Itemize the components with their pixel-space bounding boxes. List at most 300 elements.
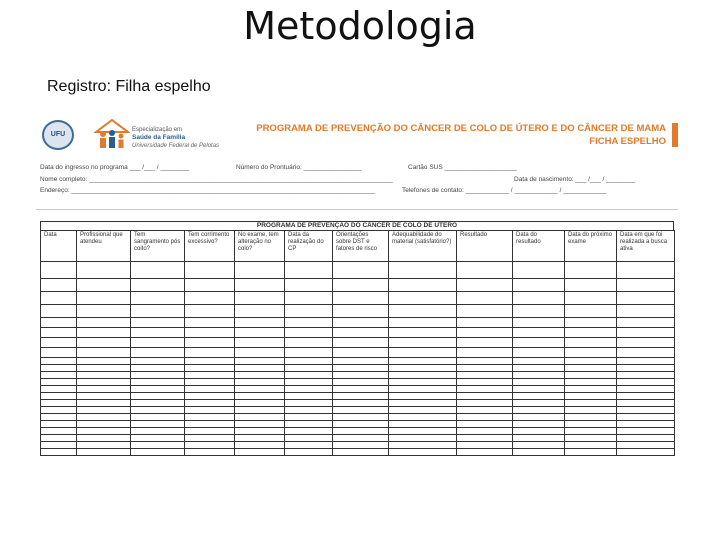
table-cell[interactable] [185, 279, 235, 292]
table-cell[interactable] [285, 305, 333, 318]
table-cell[interactable] [617, 365, 675, 372]
table-cell[interactable] [457, 379, 513, 386]
slide-title: Metodologia [243, 4, 477, 48]
table-cell[interactable] [77, 414, 131, 421]
table-cell[interactable] [617, 442, 675, 449]
table-cell[interactable] [131, 279, 185, 292]
table-row [41, 372, 675, 379]
table-cell[interactable] [389, 393, 457, 400]
table-cell[interactable] [131, 421, 185, 428]
table-cell[interactable] [41, 414, 77, 421]
table-cell[interactable] [41, 393, 77, 400]
table-cell[interactable] [389, 328, 457, 338]
table-cell[interactable] [235, 449, 285, 456]
table-cell[interactable] [285, 400, 333, 407]
table-cell[interactable] [41, 442, 77, 449]
table-cell[interactable] [333, 358, 389, 365]
table-cell[interactable] [333, 435, 389, 442]
table-cell[interactable] [285, 262, 333, 279]
table-cell[interactable] [513, 338, 565, 348]
table-cell[interactable] [285, 328, 333, 338]
table-cell[interactable] [513, 305, 565, 318]
table-cell[interactable] [389, 262, 457, 279]
table-cell[interactable] [77, 393, 131, 400]
table-cell[interactable] [77, 262, 131, 279]
table-cell[interactable] [131, 435, 185, 442]
table-cell[interactable] [285, 292, 333, 305]
table-cell[interactable] [513, 442, 565, 449]
table-cell[interactable] [617, 305, 675, 318]
table-cell[interactable] [513, 428, 565, 435]
table-cell[interactable] [77, 318, 131, 328]
table-cell[interactable] [617, 318, 675, 328]
table-cell[interactable] [285, 379, 333, 386]
table-cell[interactable] [235, 279, 285, 292]
table-cell[interactable] [131, 400, 185, 407]
table-cell[interactable] [235, 338, 285, 348]
table-cell[interactable] [41, 407, 77, 414]
table-cell[interactable] [285, 414, 333, 421]
column-header: Orientações sobre DST e fatores de risco [333, 231, 389, 262]
table-cell[interactable] [617, 279, 675, 292]
table-cell[interactable] [457, 305, 513, 318]
table-cell[interactable] [457, 393, 513, 400]
table-cell[interactable] [131, 365, 185, 372]
table-cell[interactable] [617, 379, 675, 386]
table-cell[interactable] [77, 292, 131, 305]
table-cell[interactable] [457, 338, 513, 348]
table-cell[interactable] [513, 358, 565, 365]
table-cell[interactable] [333, 386, 389, 393]
table-cell[interactable] [185, 348, 235, 358]
table-cell[interactable] [131, 449, 185, 456]
table-cell[interactable] [565, 449, 617, 456]
table-row [41, 348, 675, 358]
table-row [41, 393, 675, 400]
table-cell[interactable] [185, 428, 235, 435]
table-cell[interactable] [457, 372, 513, 379]
table-cell[interactable] [333, 379, 389, 386]
table-cell[interactable] [333, 428, 389, 435]
table-cell[interactable] [333, 407, 389, 414]
table-cell[interactable] [235, 400, 285, 407]
table-cell[interactable] [41, 421, 77, 428]
table-row [41, 379, 675, 386]
table-cell[interactable] [185, 421, 235, 428]
table-cell[interactable] [565, 318, 617, 328]
column-header: Data da realização do CP [285, 231, 333, 262]
table-cell[interactable] [131, 386, 185, 393]
table-row [41, 386, 675, 393]
table-cell[interactable] [457, 365, 513, 372]
table-cell[interactable] [235, 305, 285, 318]
table-cell[interactable] [565, 338, 617, 348]
table-row [41, 292, 675, 305]
table-cell[interactable] [235, 318, 285, 328]
table-cell[interactable] [513, 421, 565, 428]
table-cell[interactable] [617, 428, 675, 435]
column-header: Data [41, 231, 77, 262]
table-cell[interactable] [77, 449, 131, 456]
table-cell[interactable] [41, 449, 77, 456]
table-cell[interactable] [333, 318, 389, 328]
table-cell[interactable] [235, 407, 285, 414]
table-cell[interactable] [77, 372, 131, 379]
table-cell[interactable] [513, 449, 565, 456]
table-cell[interactable] [235, 386, 285, 393]
table-cell[interactable] [77, 338, 131, 348]
table-cell[interactable] [235, 442, 285, 449]
table-cell[interactable] [389, 365, 457, 372]
table-cell[interactable] [131, 372, 185, 379]
table-cell[interactable] [131, 414, 185, 421]
table-cell[interactable] [235, 428, 285, 435]
table-cell[interactable] [131, 328, 185, 338]
table-cell[interactable] [389, 407, 457, 414]
table-cell[interactable] [235, 435, 285, 442]
table-cell[interactable] [457, 328, 513, 338]
table-cell[interactable] [389, 305, 457, 318]
table-cell[interactable] [131, 338, 185, 348]
table-cell[interactable] [333, 338, 389, 348]
table-cell[interactable] [77, 305, 131, 318]
logo-institution-line: Universidade Federal de Pelotas [132, 143, 220, 149]
table-row [41, 407, 675, 414]
table-cell[interactable] [285, 372, 333, 379]
table-cell[interactable] [513, 318, 565, 328]
table-cell[interactable] [285, 348, 333, 358]
table-cell[interactable] [565, 262, 617, 279]
column-header: Profissional que atendeu [77, 231, 131, 262]
table-cell[interactable] [41, 348, 77, 358]
table-cell[interactable] [565, 305, 617, 318]
table-cell[interactable] [513, 279, 565, 292]
table-cell[interactable] [41, 305, 77, 318]
table-cell[interactable] [185, 435, 235, 442]
table-cell[interactable] [617, 338, 675, 348]
table-cell[interactable] [457, 358, 513, 365]
table-cell[interactable] [565, 400, 617, 407]
cervical-prevention-grid [40, 221, 674, 456]
table-cell[interactable] [389, 421, 457, 428]
table-cell[interactable] [285, 421, 333, 428]
full-name-field: Nome completo: ____________________________________________________________________________________ [40, 176, 393, 183]
table-cell[interactable] [285, 386, 333, 393]
table-cell[interactable] [333, 372, 389, 379]
table-cell[interactable] [285, 279, 333, 292]
table-cell[interactable] [565, 328, 617, 338]
table-cell[interactable] [389, 318, 457, 328]
table-cell[interactable] [41, 372, 77, 379]
table-cell[interactable] [235, 348, 285, 358]
table-cell[interactable] [131, 348, 185, 358]
grid-title: PROGRAMA DE PREVENÇÃO DO CÂNCER DE COLO DE ÚTERO [40, 221, 674, 230]
table-cell[interactable] [235, 372, 285, 379]
table-cell[interactable] [131, 262, 185, 279]
table-cell[interactable] [457, 449, 513, 456]
table-cell[interactable] [457, 279, 513, 292]
table-cell[interactable] [565, 348, 617, 358]
table-cell[interactable] [389, 348, 457, 358]
table-cell[interactable] [617, 421, 675, 428]
table-cell[interactable] [617, 358, 675, 365]
table-cell[interactable] [617, 393, 675, 400]
table-cell[interactable] [185, 400, 235, 407]
table-cell[interactable] [285, 358, 333, 365]
table-cell[interactable] [131, 442, 185, 449]
table-cell[interactable] [333, 414, 389, 421]
table-cell[interactable] [389, 372, 457, 379]
table-cell[interactable] [41, 292, 77, 305]
table-cell[interactable] [131, 428, 185, 435]
table-cell[interactable] [285, 435, 333, 442]
table-cell[interactable] [77, 407, 131, 414]
table-cell[interactable] [457, 442, 513, 449]
table-cell[interactable] [513, 386, 565, 393]
birth-date-field: Data de nascimento: ___ /___ / ________ [514, 176, 636, 183]
table-cell[interactable] [389, 414, 457, 421]
table-cell[interactable] [235, 262, 285, 279]
table-cell[interactable] [185, 442, 235, 449]
table-cell[interactable] [565, 393, 617, 400]
table-cell[interactable] [235, 328, 285, 338]
column-header: Tem corrimento excessivo? [185, 231, 235, 262]
table-cell[interactable] [41, 318, 77, 328]
record-number-field: Número do Prontuário: ________________ [236, 164, 362, 171]
table-cell[interactable] [235, 393, 285, 400]
table-cell[interactable] [389, 338, 457, 348]
table-cell[interactable] [285, 338, 333, 348]
table-cell[interactable] [333, 400, 389, 407]
column-header: Data do resultado [513, 231, 565, 262]
table-cell[interactable] [565, 372, 617, 379]
table-cell[interactable] [131, 393, 185, 400]
table-cell[interactable] [285, 428, 333, 435]
table-cell[interactable] [333, 262, 389, 279]
table-cell[interactable] [565, 414, 617, 421]
program-title-block [256, 122, 666, 148]
table-cell[interactable] [41, 358, 77, 365]
table-cell[interactable] [389, 442, 457, 449]
table-cell[interactable] [457, 292, 513, 305]
table-cell[interactable] [617, 407, 675, 414]
table-cell[interactable] [389, 449, 457, 456]
table-cell[interactable] [565, 365, 617, 372]
phones-field: Telefones de contato: ____________ / ____________ / ____________ [402, 187, 607, 194]
table-cell[interactable] [41, 338, 77, 348]
table-cell[interactable] [77, 400, 131, 407]
table-cell[interactable] [389, 428, 457, 435]
table-cell[interactable] [41, 365, 77, 372]
table-cell[interactable] [235, 358, 285, 365]
table-cell[interactable] [565, 407, 617, 414]
table-cell[interactable] [235, 365, 285, 372]
table-cell[interactable] [185, 379, 235, 386]
table-cell[interactable] [617, 262, 675, 279]
table-cell[interactable] [565, 379, 617, 386]
table-cell[interactable] [513, 393, 565, 400]
table-cell[interactable] [389, 379, 457, 386]
table-cell[interactable] [235, 292, 285, 305]
table-cell[interactable] [185, 338, 235, 348]
table-row [41, 442, 675, 449]
table-cell[interactable] [617, 449, 675, 456]
table-cell[interactable] [185, 386, 235, 393]
table-cell[interactable] [513, 262, 565, 279]
table-cell[interactable] [333, 292, 389, 305]
table-cell[interactable] [457, 421, 513, 428]
table-cell[interactable] [185, 358, 235, 365]
table-row [41, 262, 675, 279]
table-cell[interactable] [565, 428, 617, 435]
table-cell[interactable] [131, 318, 185, 328]
table-cell[interactable] [513, 292, 565, 305]
table-row [41, 400, 675, 407]
table-cell[interactable] [617, 386, 675, 393]
table-cell[interactable] [333, 305, 389, 318]
table-cell[interactable] [513, 407, 565, 414]
table-cell[interactable] [617, 292, 675, 305]
table-cell[interactable] [235, 414, 285, 421]
table-cell[interactable] [185, 292, 235, 305]
table-cell[interactable] [513, 379, 565, 386]
table-cell[interactable] [185, 393, 235, 400]
table-cell[interactable] [131, 358, 185, 365]
table-cell[interactable] [457, 435, 513, 442]
table-cell[interactable] [285, 393, 333, 400]
table-cell[interactable] [457, 348, 513, 358]
table-cell[interactable] [41, 400, 77, 407]
column-header: Data em que foi realizada a busca ativa [617, 231, 675, 262]
table-cell[interactable] [333, 365, 389, 372]
table-cell[interactable] [617, 414, 675, 421]
table-cell[interactable] [513, 372, 565, 379]
table-cell[interactable] [77, 428, 131, 435]
column-header: Resultado [457, 231, 513, 262]
table-cell[interactable] [185, 318, 235, 328]
table-cell[interactable] [285, 407, 333, 414]
table-header-row [41, 231, 675, 262]
table-cell[interactable] [617, 435, 675, 442]
table-cell[interactable] [41, 386, 77, 393]
table-cell[interactable] [41, 279, 77, 292]
table-cell[interactable] [131, 292, 185, 305]
table-cell[interactable] [457, 414, 513, 421]
table-cell[interactable] [235, 421, 285, 428]
table-row [41, 414, 675, 421]
table-cell[interactable] [333, 279, 389, 292]
sheet-title: FICHA ESPELHO [589, 136, 666, 147]
table-cell[interactable] [131, 407, 185, 414]
family-health-logo-icon [94, 118, 130, 150]
table-cell[interactable] [77, 358, 131, 365]
table-cell[interactable] [333, 449, 389, 456]
table-cell[interactable] [185, 414, 235, 421]
university-seal-logo: UFU [42, 120, 74, 150]
table-row [41, 449, 675, 456]
table-cell[interactable] [565, 442, 617, 449]
table-cell[interactable] [565, 292, 617, 305]
table-cell[interactable] [457, 386, 513, 393]
table-cell[interactable] [285, 449, 333, 456]
table-cell[interactable] [513, 328, 565, 338]
table-cell[interactable] [513, 414, 565, 421]
table-cell[interactable] [235, 379, 285, 386]
table-cell[interactable] [77, 279, 131, 292]
table-cell[interactable] [457, 262, 513, 279]
table-cell[interactable] [389, 386, 457, 393]
table-cell[interactable] [77, 435, 131, 442]
table-cell[interactable] [285, 318, 333, 328]
table-cell[interactable] [565, 358, 617, 365]
table-cell[interactable] [617, 372, 675, 379]
table-cell[interactable] [389, 292, 457, 305]
table-cell[interactable] [457, 428, 513, 435]
table-cell[interactable] [77, 348, 131, 358]
table-cell[interactable] [457, 400, 513, 407]
table-cell[interactable] [77, 379, 131, 386]
table-cell[interactable] [131, 305, 185, 318]
table-cell[interactable] [333, 421, 389, 428]
table-cell[interactable] [513, 435, 565, 442]
table-cell[interactable] [565, 279, 617, 292]
table-cell[interactable] [77, 421, 131, 428]
table-cell[interactable] [185, 372, 235, 379]
table-cell[interactable] [565, 421, 617, 428]
table-cell[interactable] [513, 400, 565, 407]
table-cell[interactable] [333, 348, 389, 358]
table-cell[interactable] [185, 305, 235, 318]
table-cell[interactable] [457, 407, 513, 414]
table-cell[interactable] [131, 379, 185, 386]
table-cell[interactable] [77, 442, 131, 449]
table-cell[interactable] [77, 386, 131, 393]
table-cell[interactable] [41, 262, 77, 279]
table-cell[interactable] [185, 365, 235, 372]
table-cell[interactable] [617, 348, 675, 358]
table-row [41, 328, 675, 338]
table-cell[interactable] [389, 358, 457, 365]
table-cell[interactable] [285, 442, 333, 449]
table-cell[interactable] [333, 442, 389, 449]
table-cell[interactable] [389, 279, 457, 292]
table-cell[interactable] [333, 328, 389, 338]
table-cell[interactable] [185, 262, 235, 279]
table-cell[interactable] [513, 348, 565, 358]
table-row [41, 305, 675, 318]
table-cell[interactable] [77, 365, 131, 372]
table-cell[interactable] [77, 328, 131, 338]
table-cell[interactable] [389, 400, 457, 407]
slide-subtitle: Registro: Filha espelho [47, 78, 211, 95]
table-cell[interactable] [565, 386, 617, 393]
table-cell[interactable] [41, 328, 77, 338]
table-cell[interactable] [333, 393, 389, 400]
table-cell[interactable] [617, 400, 675, 407]
table-cell[interactable] [41, 435, 77, 442]
table-cell[interactable] [565, 435, 617, 442]
table-cell[interactable] [185, 328, 235, 338]
table-cell[interactable] [185, 449, 235, 456]
table-cell[interactable] [617, 328, 675, 338]
table-cell[interactable] [285, 365, 333, 372]
table-cell[interactable] [41, 379, 77, 386]
table-cell[interactable] [185, 407, 235, 414]
table-cell[interactable] [457, 318, 513, 328]
table-cell[interactable] [389, 435, 457, 442]
table-cell[interactable] [41, 428, 77, 435]
table-cell[interactable] [513, 365, 565, 372]
